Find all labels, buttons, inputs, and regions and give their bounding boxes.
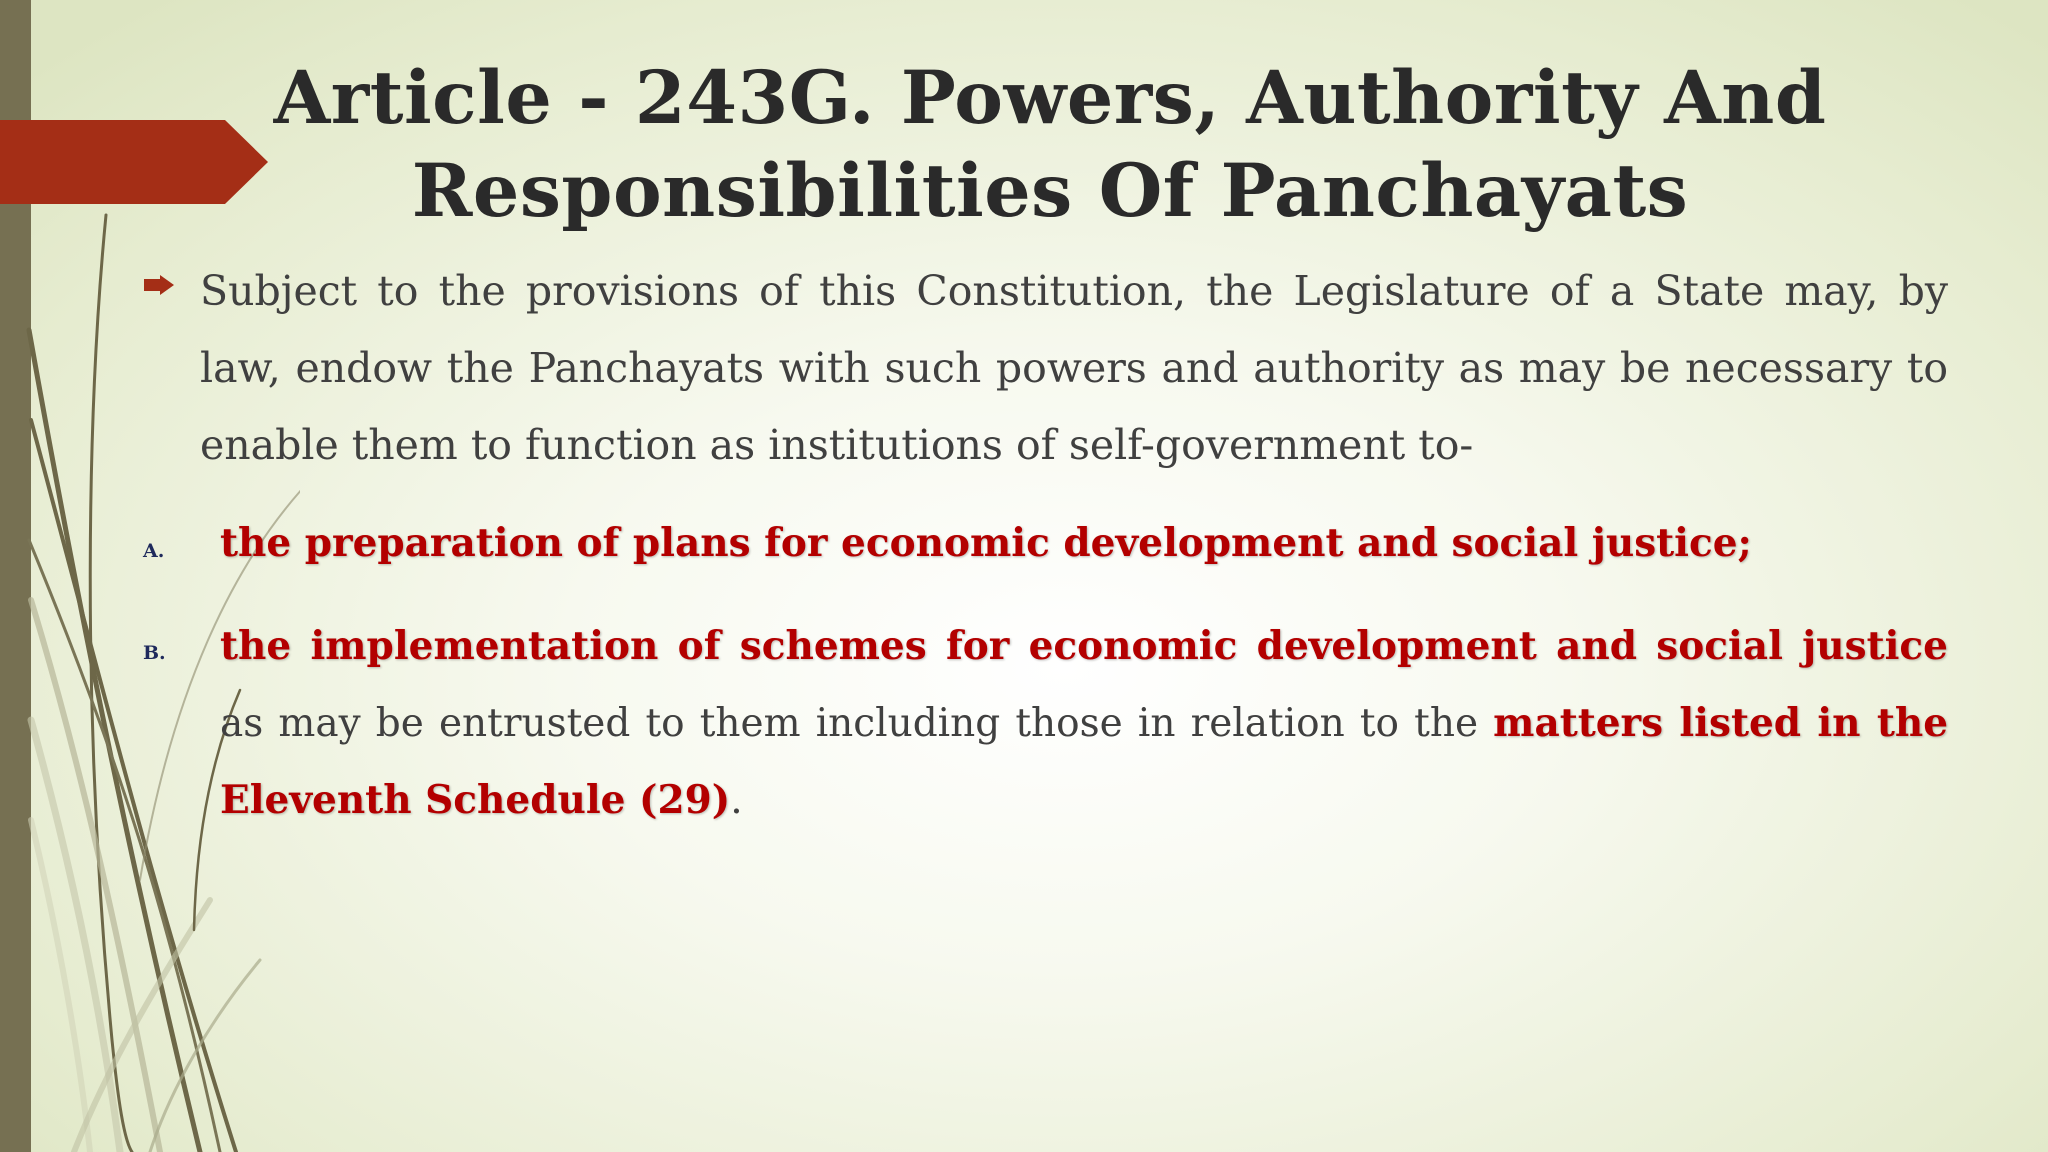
- list-marker-a: A.: [143, 540, 165, 562]
- list-item-b: [220, 608, 1948, 839]
- list-item-b-highlight-2: matters listed in the Eleventh Schedule (29): [220, 700, 1949, 823]
- list-item-a-text: the preparation of plans for economic development and social justice;: [220, 520, 1752, 566]
- list-item-b-end: .: [730, 778, 743, 823]
- title-accent-flag: [0, 120, 270, 204]
- slide-title: Article - 243G. Powers, Authority And Responsibilities Of Panchayats: [273, 55, 1827, 234]
- list-item-b-highlight: the implementation of schemes for economic development and social justice: [220, 623, 1948, 669]
- right-arrow-bullet-icon: [144, 275, 174, 295]
- intro-paragraph: Subject to the provisions of this Constitution, the Legislature of a State may, by law, endow the Panchayats with such powers and authority as may be necessary to enable them to function as institutions of self-government to-: [200, 267, 1948, 469]
- list-item-a: [220, 505, 1948, 582]
- list-marker-b: B.: [143, 642, 166, 664]
- list-item-b-middle: as may be entrusted to them including those in relation to the: [220, 701, 1494, 746]
